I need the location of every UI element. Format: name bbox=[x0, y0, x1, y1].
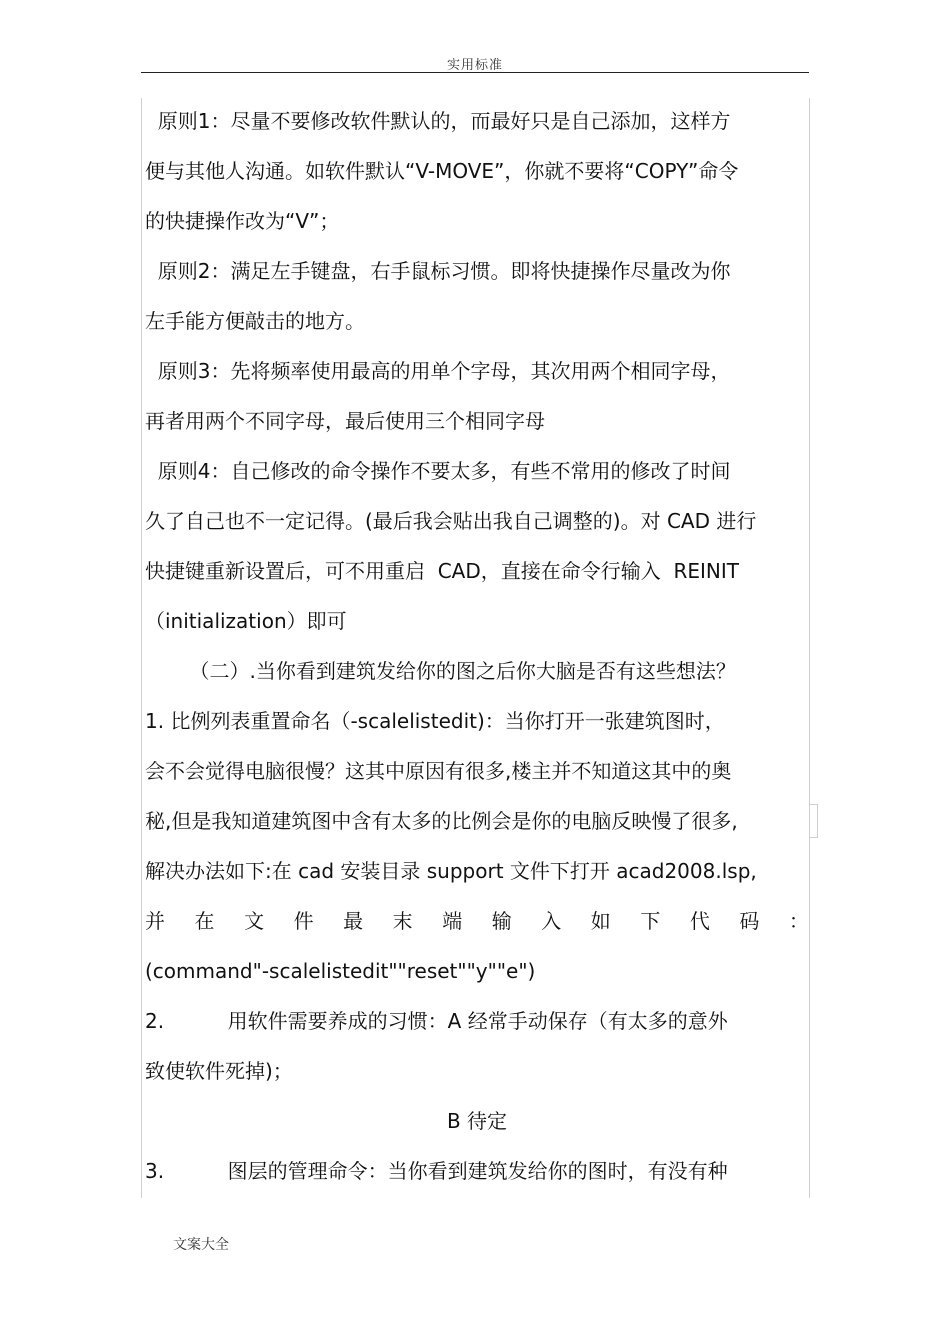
text-frame-overflow-mark bbox=[809, 804, 818, 838]
paragraph-line: 会不会觉得电脑很慢？这其中原因有很多,楼主并不知道这其中的奥 bbox=[145, 759, 732, 783]
justified-char: 入 bbox=[541, 909, 562, 933]
justified-char: 末 bbox=[392, 909, 413, 933]
paragraph-line: 的快捷操作改为“V”； bbox=[145, 209, 340, 233]
paragraph-line: （initialization）即可 bbox=[145, 609, 347, 633]
text-frame-right-border bbox=[809, 98, 810, 1198]
paragraph-line: 再者用两个不同字母，最后使用三个相同字母 bbox=[145, 409, 545, 433]
paragraph-line: 快捷键重新设置后，可不用重启 CAD，直接在命令行输入 REINIT bbox=[145, 559, 739, 583]
paragraph-line: 秘,但是我知道建筑图中含有太多的比例会是你的电脑反映慢了很多, bbox=[145, 809, 738, 833]
text-frame-left-border bbox=[141, 98, 142, 1198]
justified-char: 下 bbox=[640, 909, 661, 933]
paragraph-line: 原则3：先将频率使用最高的用单个字母，其次用两个相同字母， bbox=[145, 359, 731, 383]
justified-char: 码 bbox=[739, 909, 760, 933]
paragraph-line: 原则1：尽量不要修改软件默认的，而最好只是自己添加，这样方 bbox=[145, 109, 731, 133]
list-item-line: 1. 比例列表重置命名（-scalelistedit)：当你打开一张建筑图时， bbox=[145, 709, 725, 733]
justified-char: 最 bbox=[343, 909, 364, 933]
paragraph-line: 左手能方便敲击的地方。 bbox=[145, 309, 365, 333]
section-heading: （二）.当你看到建筑发给你的图之后你大脑是否有这些想法？ bbox=[145, 659, 736, 683]
paragraph-line: 原则2：满足左手键盘，右手鼠标习惯。即将快捷操作尽量改为你 bbox=[145, 259, 731, 283]
justified-char: 并 bbox=[145, 909, 165, 933]
justified-char: ： bbox=[788, 909, 809, 933]
paragraph-line: 便与其他人沟通。如软件默认“V-MOVE”，你就不要将“COPY”命令 bbox=[145, 159, 739, 183]
justified-line bbox=[145, 896, 809, 946]
paragraph-line: 解决办法如下:在 cad 安装目录 support 文件下打开 acad2008.lsp, bbox=[145, 859, 757, 883]
justified-char: 代 bbox=[689, 909, 710, 933]
header-rule bbox=[141, 72, 809, 73]
page-footer: 文案大全 bbox=[173, 1237, 229, 1253]
justified-char: 件 bbox=[293, 909, 314, 933]
justified-char: 文 bbox=[244, 909, 265, 933]
justified-char: 如 bbox=[590, 909, 611, 933]
list-item-line: 3. 图层的管理命令：当你看到建筑发给你的图时，有没有种 bbox=[145, 1159, 728, 1183]
paragraph-line: 原则4：自己修改的命令操作不要太多，有些不常用的修改了时间 bbox=[145, 459, 731, 483]
code-line: (command"-scalelistedit""reset""y""e") bbox=[145, 959, 536, 983]
justified-char: 输 bbox=[491, 909, 512, 933]
list-item-line: 2. 用软件需要养成的习惯：A 经常手动保存（有太多的意外 bbox=[145, 1009, 728, 1033]
paragraph-line: 致使软件死掉)； bbox=[145, 1059, 293, 1083]
justified-char: 端 bbox=[442, 909, 463, 933]
centered-line: B 待定 bbox=[446, 1109, 508, 1133]
paragraph-line: 久了自己也不一定记得。(最后我会贴出我自己调整的)。对 CAD 进行 bbox=[145, 509, 757, 533]
page-header: 实用标准 bbox=[446, 58, 503, 73]
justified-char: 在 bbox=[194, 909, 215, 933]
